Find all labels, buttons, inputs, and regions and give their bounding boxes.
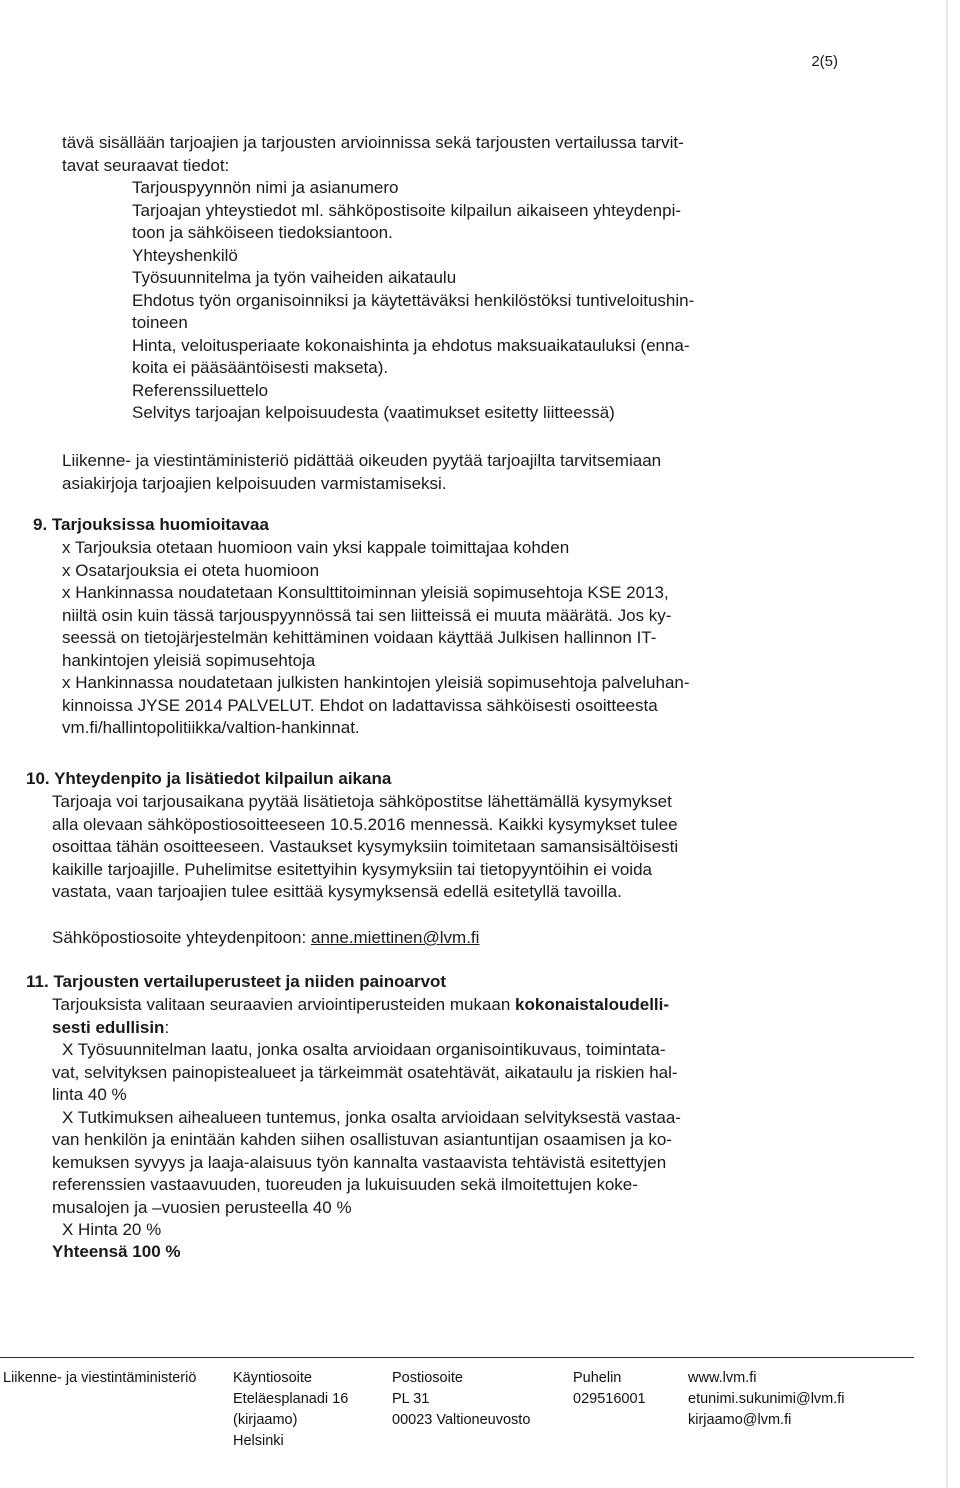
criterion-item-continued: linta 40 %	[52, 1085, 127, 1104]
criterion-item-continued: vat, selvityksen painopistealueet ja tärkeimmät osatehtävät, aikataulu ja riskien hal-	[52, 1062, 678, 1082]
footer-value: Eteläesplanadi 16	[233, 1391, 349, 1407]
list-item: Selvitys tarjoajan kelpoisuudesta (vaatimukset esitetty liitteessä)	[132, 403, 615, 422]
intro-text: :	[164, 1017, 170, 1037]
criteria-list	[52, 1039, 681, 1242]
section-title: Tarjousten vertailuperusteet ja niiden painoarvot	[53, 972, 447, 991]
footer-value: (kirjaamo)	[233, 1412, 298, 1428]
list-item-continued: kinnoissa JYSE 2014 PALVELUT. Ehdot on ladattavissa sähköisesti osoitteesta	[62, 695, 658, 715]
criterion-item-continued: musalojen ja –vuosien perusteella 40 %	[52, 1197, 352, 1217]
contact-label: Sähköpostiosoite yhteydenpitoon:	[52, 928, 307, 947]
list-item: x Hankinnassa noudatetaan Konsulttitoiminnan yleisiä sopimusehtoja KSE 2013,	[62, 583, 669, 602]
list-item: Työsuunnitelma ja työn vaiheiden aikataulu	[132, 268, 457, 287]
list-item-continued: hankintojen yleisiä sopimusehtoja	[62, 650, 316, 670]
footer-label: Käyntiosoite	[233, 1370, 312, 1386]
section-9-list	[62, 537, 690, 740]
scan-edge	[946, 0, 948, 1488]
criterion-item-continued: van henkilön ja enintään kahden siihen osallistuvan asiantuntijan osaamisen ja ko-	[52, 1130, 672, 1149]
section-11-intro	[52, 994, 669, 1039]
ministry-name: Liikenne- ja viestintäministeriö	[3, 1370, 197, 1386]
list-item: x Tarjouksia otetaan huomioon vain yksi kappale toimittajaa kohden	[62, 538, 570, 557]
section-number: 9.	[33, 515, 48, 534]
list-item-continued: vm.fi/hallintopolitiikka/valtion-hankinnat.	[62, 718, 360, 737]
intro-closing	[62, 450, 661, 495]
section-10-paragraph	[52, 791, 678, 904]
list-item-continued: seessä on tietojärjestelmän kehittäminen voidaan käyttää Julkisen hallinnon IT-	[62, 628, 657, 647]
footer-phone	[573, 1368, 646, 1410]
contact-row	[52, 927, 479, 950]
intro-line	[52, 1017, 669, 1040]
website-link[interactable]: www.lvm.fi	[688, 1370, 757, 1386]
list-item: Hinta, veloitusperiaate kokonaishinta ja ehdotus maksuaikatauluksi (enna-	[132, 335, 690, 355]
list-item: x Osatarjouksia ei oteta huomioon	[62, 560, 320, 580]
contact-email-link[interactable]: anne.miettinen@lvm.fi	[310, 928, 480, 947]
list-item: Ehdotus työn organisoinniksi ja käytettäväksi henkilöstöksi tuntiveloitushin-	[132, 290, 695, 310]
paragraph-line: osoittaa tähän osoitteeseen. Vastaukset kysymyksiin toimitetaan samansisältöisesti	[52, 837, 679, 856]
intro-paragraph	[62, 132, 684, 177]
intro-emphasis: sesti edullisin	[52, 1017, 165, 1037]
email-pattern: etunimi.sukunimi@lvm.fi	[688, 1391, 845, 1407]
list-item: Tarjouspyynnön nimi ja asianumero	[132, 178, 399, 197]
footer-ministry	[3, 1368, 196, 1389]
required-info-list	[132, 177, 694, 425]
paragraph-line: kaikille tarjoajille. Puhelimitse esitettyihin kysymyksiin tai tietopyyntöihin ei voida	[52, 859, 652, 879]
footer-label: Postiosoite	[392, 1370, 463, 1386]
list-item-continued: koita ei pääsääntöisesti makseta).	[132, 358, 389, 377]
intro-line	[52, 994, 669, 1017]
footer-value: 00023 Valtioneuvosto	[392, 1412, 531, 1428]
paragraph-line: Tarjoaja voi tarjousaikana pyytää lisätietoja sähköpostitse lähettämällä kysymykset	[52, 792, 672, 811]
intro-emphasis: kokonaistaloudelli-	[515, 995, 670, 1014]
footer-value: Helsinki	[233, 1433, 284, 1449]
list-item: Tarjoajan yhteystiedot ml. sähköpostisoite kilpailun aikaiseen yhteydenpi-	[132, 200, 682, 220]
list-item: Referenssiluettelo	[132, 380, 269, 400]
criterion-item-continued: referenssien vastaavuuden, tuoreuden ja lukuisuuden sekä ilmoitettujen koke-	[52, 1175, 638, 1194]
intro-line: tävä sisällään tarjoajien ja tarjousten arvioinnissa sekä tarjousten vertailussa tarvit-	[62, 133, 684, 152]
paragraph-line: vastata, vaan tarjoajien tulee esittää kysymyksensä edellä esitetyllä tavoilla.	[52, 882, 622, 901]
section-number: 11.	[26, 972, 49, 991]
footer-value: 029516001	[573, 1391, 646, 1407]
footer-divider	[0, 1357, 914, 1358]
list-item-continued: niiltä osin kuin tässä tarjouspyynnössä tai sen liitteissä ei muuta määrätä. Jos ky-	[62, 605, 672, 625]
section-title: Yhteydenpito ja lisätiedot kilpailun aikana	[54, 769, 392, 788]
closing-line: Liikenne- ja viestintäministeriö pidättää oikeuden pyytää tarjoajilta tarvitsemiaan	[62, 451, 662, 470]
paragraph-line: alla olevaan sähköpostiosoitteeseen 10.5.2016 mennessä. Kaikki kysymykset tulee	[52, 814, 678, 834]
page-number: 2(5)	[811, 53, 838, 70]
list-item: x Hankinnassa noudatetaan julkisten hankintojen yleisiä sopimusehtoja palveluhan-	[62, 673, 690, 692]
footer-label: Puhelin	[573, 1370, 622, 1386]
closing-line: asiakirjoja tarjoajien kelpoisuuden varmistamiseksi.	[62, 473, 447, 493]
registry-email-link[interactable]: kirjaamo@lvm.fi	[688, 1412, 792, 1428]
criterion-item: X Työsuunnitelman laatu, jonka osalta arvioidaan organisointikuvaus, toimintata-	[62, 1040, 666, 1059]
footer-postal-address	[392, 1368, 530, 1431]
criterion-item: X Tutkimuksen aihealueen tuntemus, jonka osalta arvioidaan selvityksestä vastaa-	[62, 1107, 681, 1127]
list-item: Yhteyshenkilö	[132, 245, 238, 265]
section-11-heading	[26, 971, 446, 994]
section-number: 10.	[26, 769, 50, 788]
section-10-heading	[26, 768, 391, 791]
section-9-heading	[33, 514, 269, 537]
section-title: Tarjouksissa huomioitavaa	[51, 515, 269, 534]
criterion-item: X Hinta 20 %	[62, 1220, 162, 1239]
footer-value: PL 31	[392, 1391, 430, 1407]
intro-text: Tarjouksista valitaan seuraavien arviointiperusteiden mukaan	[52, 995, 516, 1014]
intro-line: tavat seuraavat tiedot:	[62, 155, 230, 175]
footer-web	[688, 1368, 845, 1431]
list-item-continued: toineen	[132, 313, 188, 332]
list-item-continued: toon ja sähköiseen tiedoksiantoon.	[132, 223, 393, 242]
criteria-total: Yhteensä 100 %	[52, 1242, 181, 1261]
footer-visiting-address	[233, 1368, 348, 1452]
criterion-item-continued: kemuksen syvyys ja laaja-alaisuus työn kannalta vastaavista tehtävistä esitettyjen	[52, 1152, 667, 1172]
